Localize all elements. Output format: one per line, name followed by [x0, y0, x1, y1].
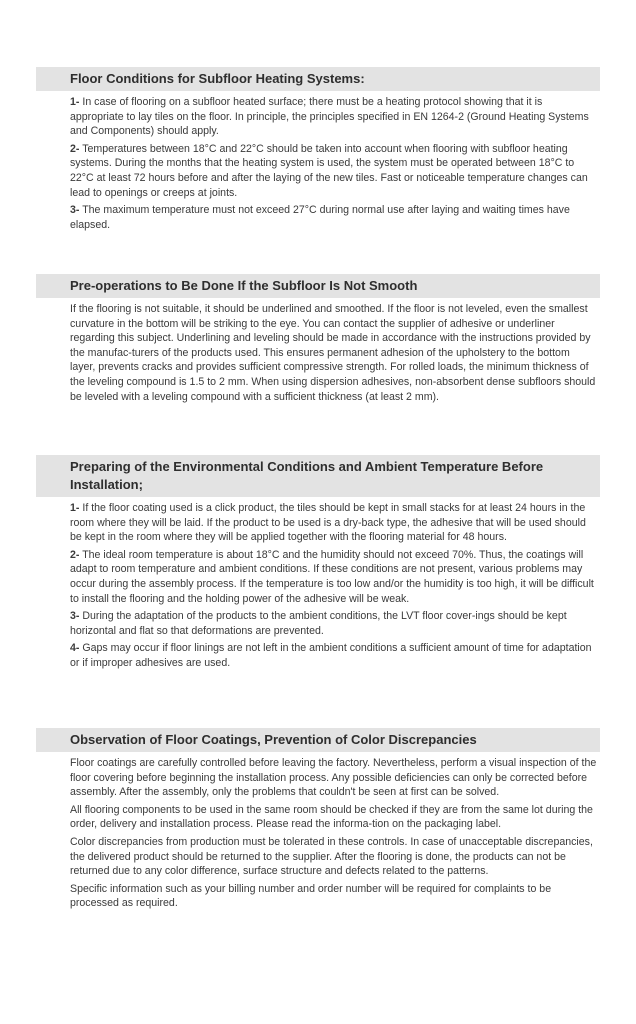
section-body — [70, 95, 598, 232]
section-title: Pre-operations to Be Done If the Subfloor Is Not Smooth — [36, 274, 600, 298]
numbered-item — [70, 548, 598, 606]
item-number: 3- — [70, 204, 80, 217]
section-body — [70, 302, 598, 404]
paragraph: Floor coatings are carefully controlled before leaving the factory. Nevertheless, perform a visual inspection of the floor covering before beginning the installation process. Any possible deficiencies can only be corrected before assembly. After the assembly, only the problems that couldn't be seen at first can be solved. — [70, 757, 597, 799]
section-title: Floor Conditions for Subfloor Heating Systems: — [36, 67, 600, 91]
item-text: In case of flooring on a subfloor heated surface; there must be a heating protocol showing that it is appropriate to lay tiles on the floor. In principle, the principles specified in EN 1264-2 (Ground Heating Systems and Components) should apply. — [70, 96, 589, 138]
item-number: 2- — [70, 548, 80, 561]
numbered-item — [70, 95, 598, 139]
section-title: Preparing of the Environmental Conditions and Ambient Temperature Before Installation; — [36, 455, 600, 497]
numbered-item — [70, 203, 598, 232]
item-number: 2- — [70, 142, 80, 155]
numbered-item — [70, 641, 598, 670]
item-text: Temperatures between 18°C and 22°C should be taken into account when flooring with subfloor heating systems. During the months that the heating system is used, the system must be operated between 18°C to 22°C at least 72 hours before and after the laying of the new tiles. Fast or noticeable temperature changes can lead to openings or creeps at joints. — [70, 142, 588, 199]
section-title: Observation of Floor Coatings, Prevention of Color Discrepancies — [36, 728, 600, 752]
paragraph: All flooring components to be used in the same room should be checked if they are from the same lot during the order, delivery and installation process. Please read the informa-tion on the packaging label. — [70, 803, 593, 831]
section-body — [70, 501, 598, 671]
item-number: 3- — [70, 610, 80, 623]
paragraph: Specific information such as your billing number and order number will be required for complaints to be processed as required. — [70, 882, 552, 910]
item-text: The ideal room temperature is about 18°C and the humidity should not exceed 70%. Thus, the coatings will adapt to room temperature and ambient conditions. If these conditions are not present, various problems may occur during the assembly process. If the temperature is too low and/or the humidity is too high, it will be difficult to install the flooring and the holding power of the adhesive will be weak. — [70, 548, 594, 605]
paragraph: If the flooring is not suitable, it should be underlined and smoothed. If the floor is not leveled, even the smallest curvature in the bottom will be striking to the eye. You can contact the supplier of adhesive or underliner regarding this subject. Underlining and leveling should be made in accordance with the instructions provided by the manufac-turers of the products used. This ensures permanent adhesion of the upholstery to the bottom layer, prevents cracks and provides sufficient compressive strength. For rolled loads, the minimum thickness of the leveling compound is 1.5 to 2 mm. When using dispersion adhesives, non-absorbent dense subfloors should be leveled with a leveling compound with a sufficient thickness (at least 2 mm). — [70, 303, 596, 403]
item-text: If the floor coating used is a click product, the tiles should be kept in small stacks for at least 24 hours in the room where they will be laid. If the product to be used is a dry-back type, the adhesive that will be used should be kept in the room where they will be applied together with the flooring material for 48 hours. — [70, 502, 586, 544]
numbered-item — [70, 501, 598, 545]
section-subfloor-heating — [0, 67, 636, 235]
item-text: The maximum temperature must not exceed 27°C during normal use after laying and waiting times have elapsed. — [70, 204, 570, 231]
item-number: 4- — [70, 642, 80, 655]
numbered-item — [70, 142, 598, 200]
item-text: Gaps may occur if floor linings are not left in the ambient conditions a sufficient amount of time for adaptation or if improper adhesives are used. — [70, 642, 592, 669]
section-body — [70, 756, 598, 911]
item-number: 1- — [70, 96, 80, 108]
numbered-item — [70, 609, 598, 638]
paragraph: Color discrepancies from production must be tolerated in these controls. In case of unacceptable discrepancies, the delivered product should be returned to the supplier. After the flooring is done, the products can not be returned due to any color difference, surface structure and defects related to the patterns. — [70, 835, 593, 878]
section-subfloor-smoothing — [0, 274, 636, 407]
item-text: During the adaptation of the products to the ambient conditions, the LVT floor cover-ings should be kept horizontal and flat so that deformations are prevented. — [70, 610, 567, 637]
section-color-discrepancies — [0, 728, 636, 914]
section-environmental-conditions — [0, 455, 636, 674]
item-number: 1- — [70, 502, 80, 514]
